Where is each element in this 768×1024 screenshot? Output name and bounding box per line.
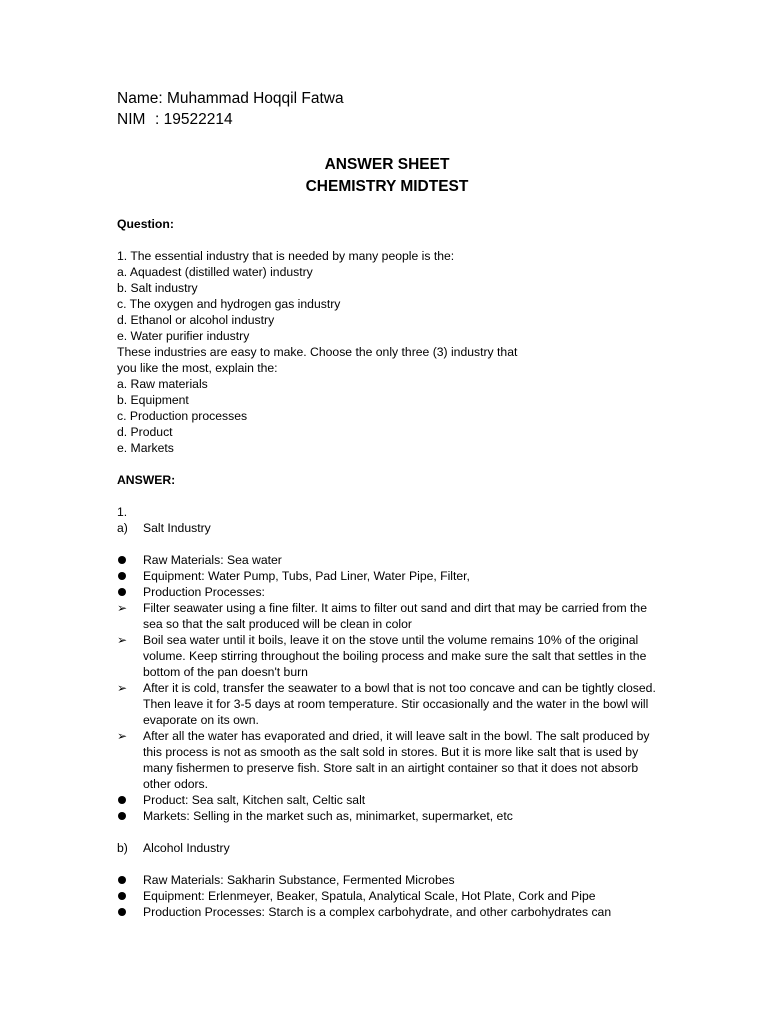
bullet-icon bbox=[118, 908, 126, 916]
question-line: 1. The essential industry that is needed by many people is the: bbox=[117, 249, 455, 263]
bullet-icon bbox=[118, 588, 126, 596]
question-line: e. Water purifier industry bbox=[117, 329, 250, 343]
list-item bbox=[117, 904, 657, 920]
question-line: d. Ethanol or alcohol industry bbox=[117, 313, 275, 327]
list-item bbox=[117, 600, 657, 632]
answer-number: 1. bbox=[117, 505, 128, 519]
salt-step: Filter seawater using a fine filter. It aims to filter out sand and dirt that may be carried from the sea so that the salt produced will be clean in color bbox=[143, 601, 647, 631]
question-line: c. The oxygen and hydrogen gas industry bbox=[117, 297, 341, 311]
arrow-bullet-icon: ➢ bbox=[117, 633, 128, 647]
answer-heading: ANSWER: bbox=[117, 473, 176, 487]
nim-value: : 19522214 bbox=[155, 111, 233, 128]
bullet-icon bbox=[118, 796, 126, 804]
list-item bbox=[117, 872, 657, 888]
alcohol-process: Production Processes: Starch is a complex carbohydrate, and other carbohydrates can bbox=[143, 905, 612, 919]
alcohol-equipment: Equipment: Erlenmeyer, Beaker, Spatula, Analytical Scale, Hot Plate, Cork and Pipe bbox=[143, 889, 596, 903]
student-nim-line bbox=[117, 109, 657, 130]
arrow-bullet-icon: ➢ bbox=[117, 681, 128, 695]
salt-equipment: Equipment: Water Pump, Tubs, Pad Liner, Water Pipe, Filter, bbox=[143, 569, 470, 583]
question-line: a. Raw materials bbox=[117, 377, 208, 391]
question-heading: Question: bbox=[117, 217, 174, 231]
list-item bbox=[117, 552, 657, 568]
list-item bbox=[117, 680, 657, 728]
list-item bbox=[117, 632, 657, 680]
list-item bbox=[117, 584, 657, 600]
document-title bbox=[117, 154, 657, 198]
list-item bbox=[117, 808, 657, 824]
salt-product: Product: Sea salt, Kitchen salt, Celtic salt bbox=[143, 793, 366, 807]
salt-process-label: Production Processes: bbox=[143, 585, 265, 599]
alcohol-raw-materials: Raw Materials: Sakharin Substance, Fermented Microbes bbox=[143, 873, 455, 887]
document-body bbox=[117, 88, 657, 920]
salt-step: Boil sea water until it boils, leave it on the stove until the volume remains 10% of the original volume. Keep stirring throughout the boiling process and make sure the salt that settles in the bottom of the pan doesn't burn bbox=[143, 633, 647, 679]
title-line-1: ANSWER SHEET bbox=[324, 156, 450, 173]
name-label: Name bbox=[117, 90, 159, 107]
title-line-2: CHEMISTRY MIDTEST bbox=[305, 178, 469, 195]
question-line: c. Production processes bbox=[117, 409, 248, 423]
alcohol-key: b) bbox=[117, 841, 128, 855]
bullet-icon bbox=[118, 556, 126, 564]
name-value: : Muhammad Hoqqil Fatwa bbox=[158, 90, 344, 107]
question-line: These industries are easy to make. Choose the only three (3) industry that bbox=[117, 345, 518, 359]
alcohol-title: Alcohol Industry bbox=[143, 841, 230, 855]
salt-step: After it is cold, transfer the seawater to a bowl that is not too concave and can be tightly closed. Then leave it for 3-5 days at room temperature. Stir occasionally and the water in the bowl will evaporate on its own. bbox=[143, 681, 656, 727]
salt-title: Salt Industry bbox=[143, 521, 211, 535]
question-line: e. Markets bbox=[117, 441, 174, 455]
arrow-bullet-icon: ➢ bbox=[117, 729, 128, 743]
nim-label: NIM bbox=[117, 111, 146, 128]
salt-step: After all the water has evaporated and dried, it will leave salt in the bowl. The salt produced by this process is not as smooth as the salt sold in stores. But it is more like salt that is used by many fishermen to preserve fish. Store salt in an airtight container so that it does not absorb other odors. bbox=[143, 729, 650, 791]
question-line: d. Product bbox=[117, 425, 173, 439]
question-line: a. Aquadest (distilled water) industry bbox=[117, 265, 313, 279]
bullet-icon bbox=[118, 572, 126, 580]
question-line: b. Salt industry bbox=[117, 281, 198, 295]
bullet-icon bbox=[118, 876, 126, 884]
question-text bbox=[117, 248, 657, 456]
salt-markets: Markets: Selling in the market such as, minimarket, supermarket, etc bbox=[143, 809, 513, 823]
salt-industry-heading bbox=[117, 520, 657, 536]
alcohol-industry-heading bbox=[117, 840, 657, 856]
list-item bbox=[117, 888, 657, 904]
list-item bbox=[117, 568, 657, 584]
list-item bbox=[117, 728, 657, 792]
bullet-icon bbox=[118, 812, 126, 820]
salt-key: a) bbox=[117, 521, 128, 535]
arrow-bullet-icon: ➢ bbox=[117, 601, 128, 615]
bullet-icon bbox=[118, 892, 126, 900]
student-name-line bbox=[117, 88, 657, 109]
list-item bbox=[117, 792, 657, 808]
question-line: you like the most, explain the: bbox=[117, 361, 278, 375]
question-line: b. Equipment bbox=[117, 393, 189, 407]
salt-raw-materials: Raw Materials: Sea water bbox=[143, 553, 282, 567]
